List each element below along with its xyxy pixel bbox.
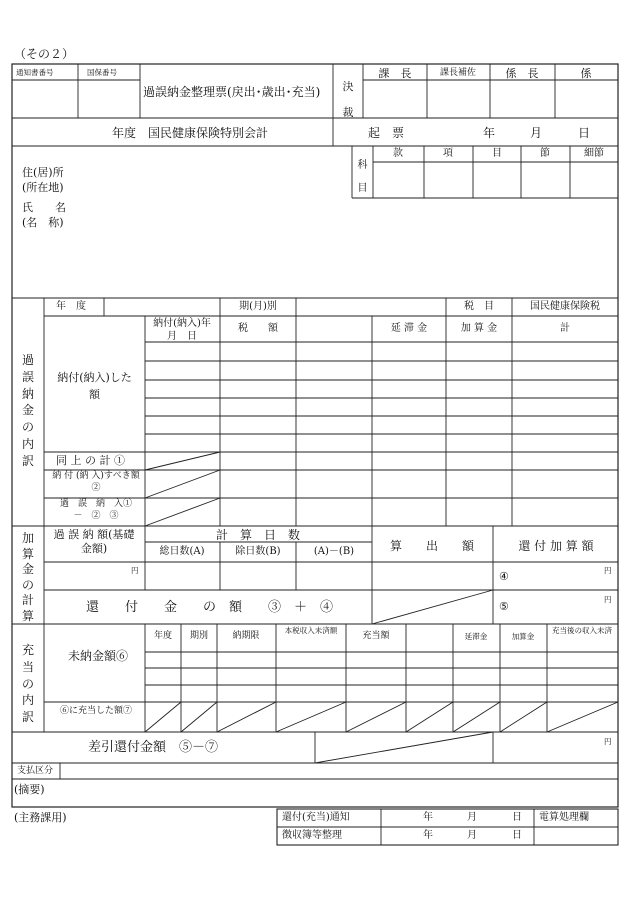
mark5-yen-unit: 円 [604,595,612,604]
overpaid-label: 過 誤 納 入① － ② ③ [59,499,142,521]
mark-5: ⑤ [499,600,509,613]
kamoku-kan: 款 [393,148,403,159]
days-diff-label: (A)－(B) [313,546,355,557]
paid-amount-label: 納付(納入)した 額 [57,371,143,401]
refund-total-label: 還 付 金 の 額 ③ ＋ ④ [86,600,334,615]
computed-amount-label: 算 出 額 [389,539,475,553]
kihyo-year-label: 年 [483,126,496,140]
notice-year-label: 年 [423,812,433,823]
name-label: 氏 名 [22,201,66,214]
allocation-section-label: 充当の内訳 [21,643,34,725]
alloc-col-year: 年度 [153,631,173,641]
form-title: 過誤納金整理票(戻出･歳出･充当) [143,85,321,99]
notice-day-label: 日 [512,812,522,823]
refund-notice-label: 還付(充当)通知 [282,812,350,823]
kihyo-label: 起 票 [368,126,405,140]
location-label: (所在地) [22,181,64,194]
base-yen-unit: 円 [131,566,139,575]
corp-name-label: (名 称) [22,216,64,229]
dept-use-label: (主務課用) [14,811,67,824]
payment-date-label: 納付(納入)年 月 日 [153,318,221,342]
ledger-month-label: 月 [467,830,477,841]
notice-month-label: 月 [467,812,477,823]
due-amount-label: 納 付 (納 入)すべき額 ② [52,471,140,493]
year-label: 年 度 [56,301,86,312]
alloc-col-period: 期別 [189,631,209,641]
approver-subsection-chief: 係 長 [505,67,539,80]
kamoku-kou: 項 [443,148,453,159]
approver-staff: 係 [580,67,592,80]
additional-calc-section-label: 加算金の計算 [21,531,34,623]
calc-days-label: 計 算 日 数 [215,528,301,542]
ledger-year-label: 年 [423,830,433,841]
excluded-days-label: 除日数(B) [235,546,281,557]
alloc-col-unreceived-tax: 本税収入未済額 [284,626,338,635]
computer-processing-label: 電算処理欄 [539,812,589,823]
remarks-label: (摘要) [14,783,45,796]
base-amount-label: 過 誤 納 額(基礎金額) [53,528,135,556]
kessai-label: 決裁 [342,80,354,120]
ledger-label: 徴収簿等整理 [282,830,342,841]
total-label: 計 [560,323,570,334]
approver-deputy-chief: 課長補佐 [439,68,477,78]
unpaid-amount-label: 未納金額⑥ [67,649,128,663]
mark-4: ④ [499,570,509,583]
approver-section-chief: 課 長 [378,67,412,80]
kamoku-setsu: 節 [540,148,550,159]
tax-amount-label: 税 額 [238,323,278,334]
additional-label: 加 算 金 [460,323,498,334]
account-label: 年度 国民健康保険特別会計 [112,126,269,140]
kamoku-label: 科目 [357,160,368,194]
alloc-col-due-date: 納期限 [232,631,260,641]
kihyo-month-label: 月 [530,126,543,140]
ledger-day-label: 日 [512,830,522,841]
notice-number-label: 通知書番号 [16,68,54,77]
net-refund-label: 差引還付金額 ⑤－⑦ [88,740,219,755]
payment-category-label: 支払区分 [17,766,54,776]
page-number-label: （その２） [14,47,75,61]
kamoku-moku: 目 [492,148,502,159]
alloc-col-applied: 充当額 [362,631,390,641]
period-label: 期(月)別 [239,301,277,312]
applied-amount-label: ⑥に充当した額⑦ [59,706,132,716]
subtotal-label: 同 上 の 計 ① [56,454,125,467]
alloc-col-delinquency: 延滞金 [464,632,488,641]
zeimoku-label: 税 目 [464,301,494,312]
refund-additional-label: 還 付 加 算 額 [518,539,594,553]
kamoku-saisetsu: 細節 [584,148,604,159]
address-label: 住(居)所 [22,166,64,179]
kokuho-number-label: 国保番号 [87,68,117,77]
total-days-label: 総日数(A) [159,546,205,557]
delinquency-label: 延 滞 金 [390,323,428,334]
net-refund-yen-unit: 円 [604,737,612,746]
breakdown-section-label: 過誤納金の内訳 [21,353,34,468]
mark4-yen-unit: 円 [604,566,612,575]
alloc-col-after-unreceived: 充当後の収入未済 [552,626,612,635]
kihyo-day-label: 日 [578,126,591,140]
zeimoku-value: 国民健康保険税 [530,301,600,312]
alloc-col-additional: 加算金 [511,632,535,641]
